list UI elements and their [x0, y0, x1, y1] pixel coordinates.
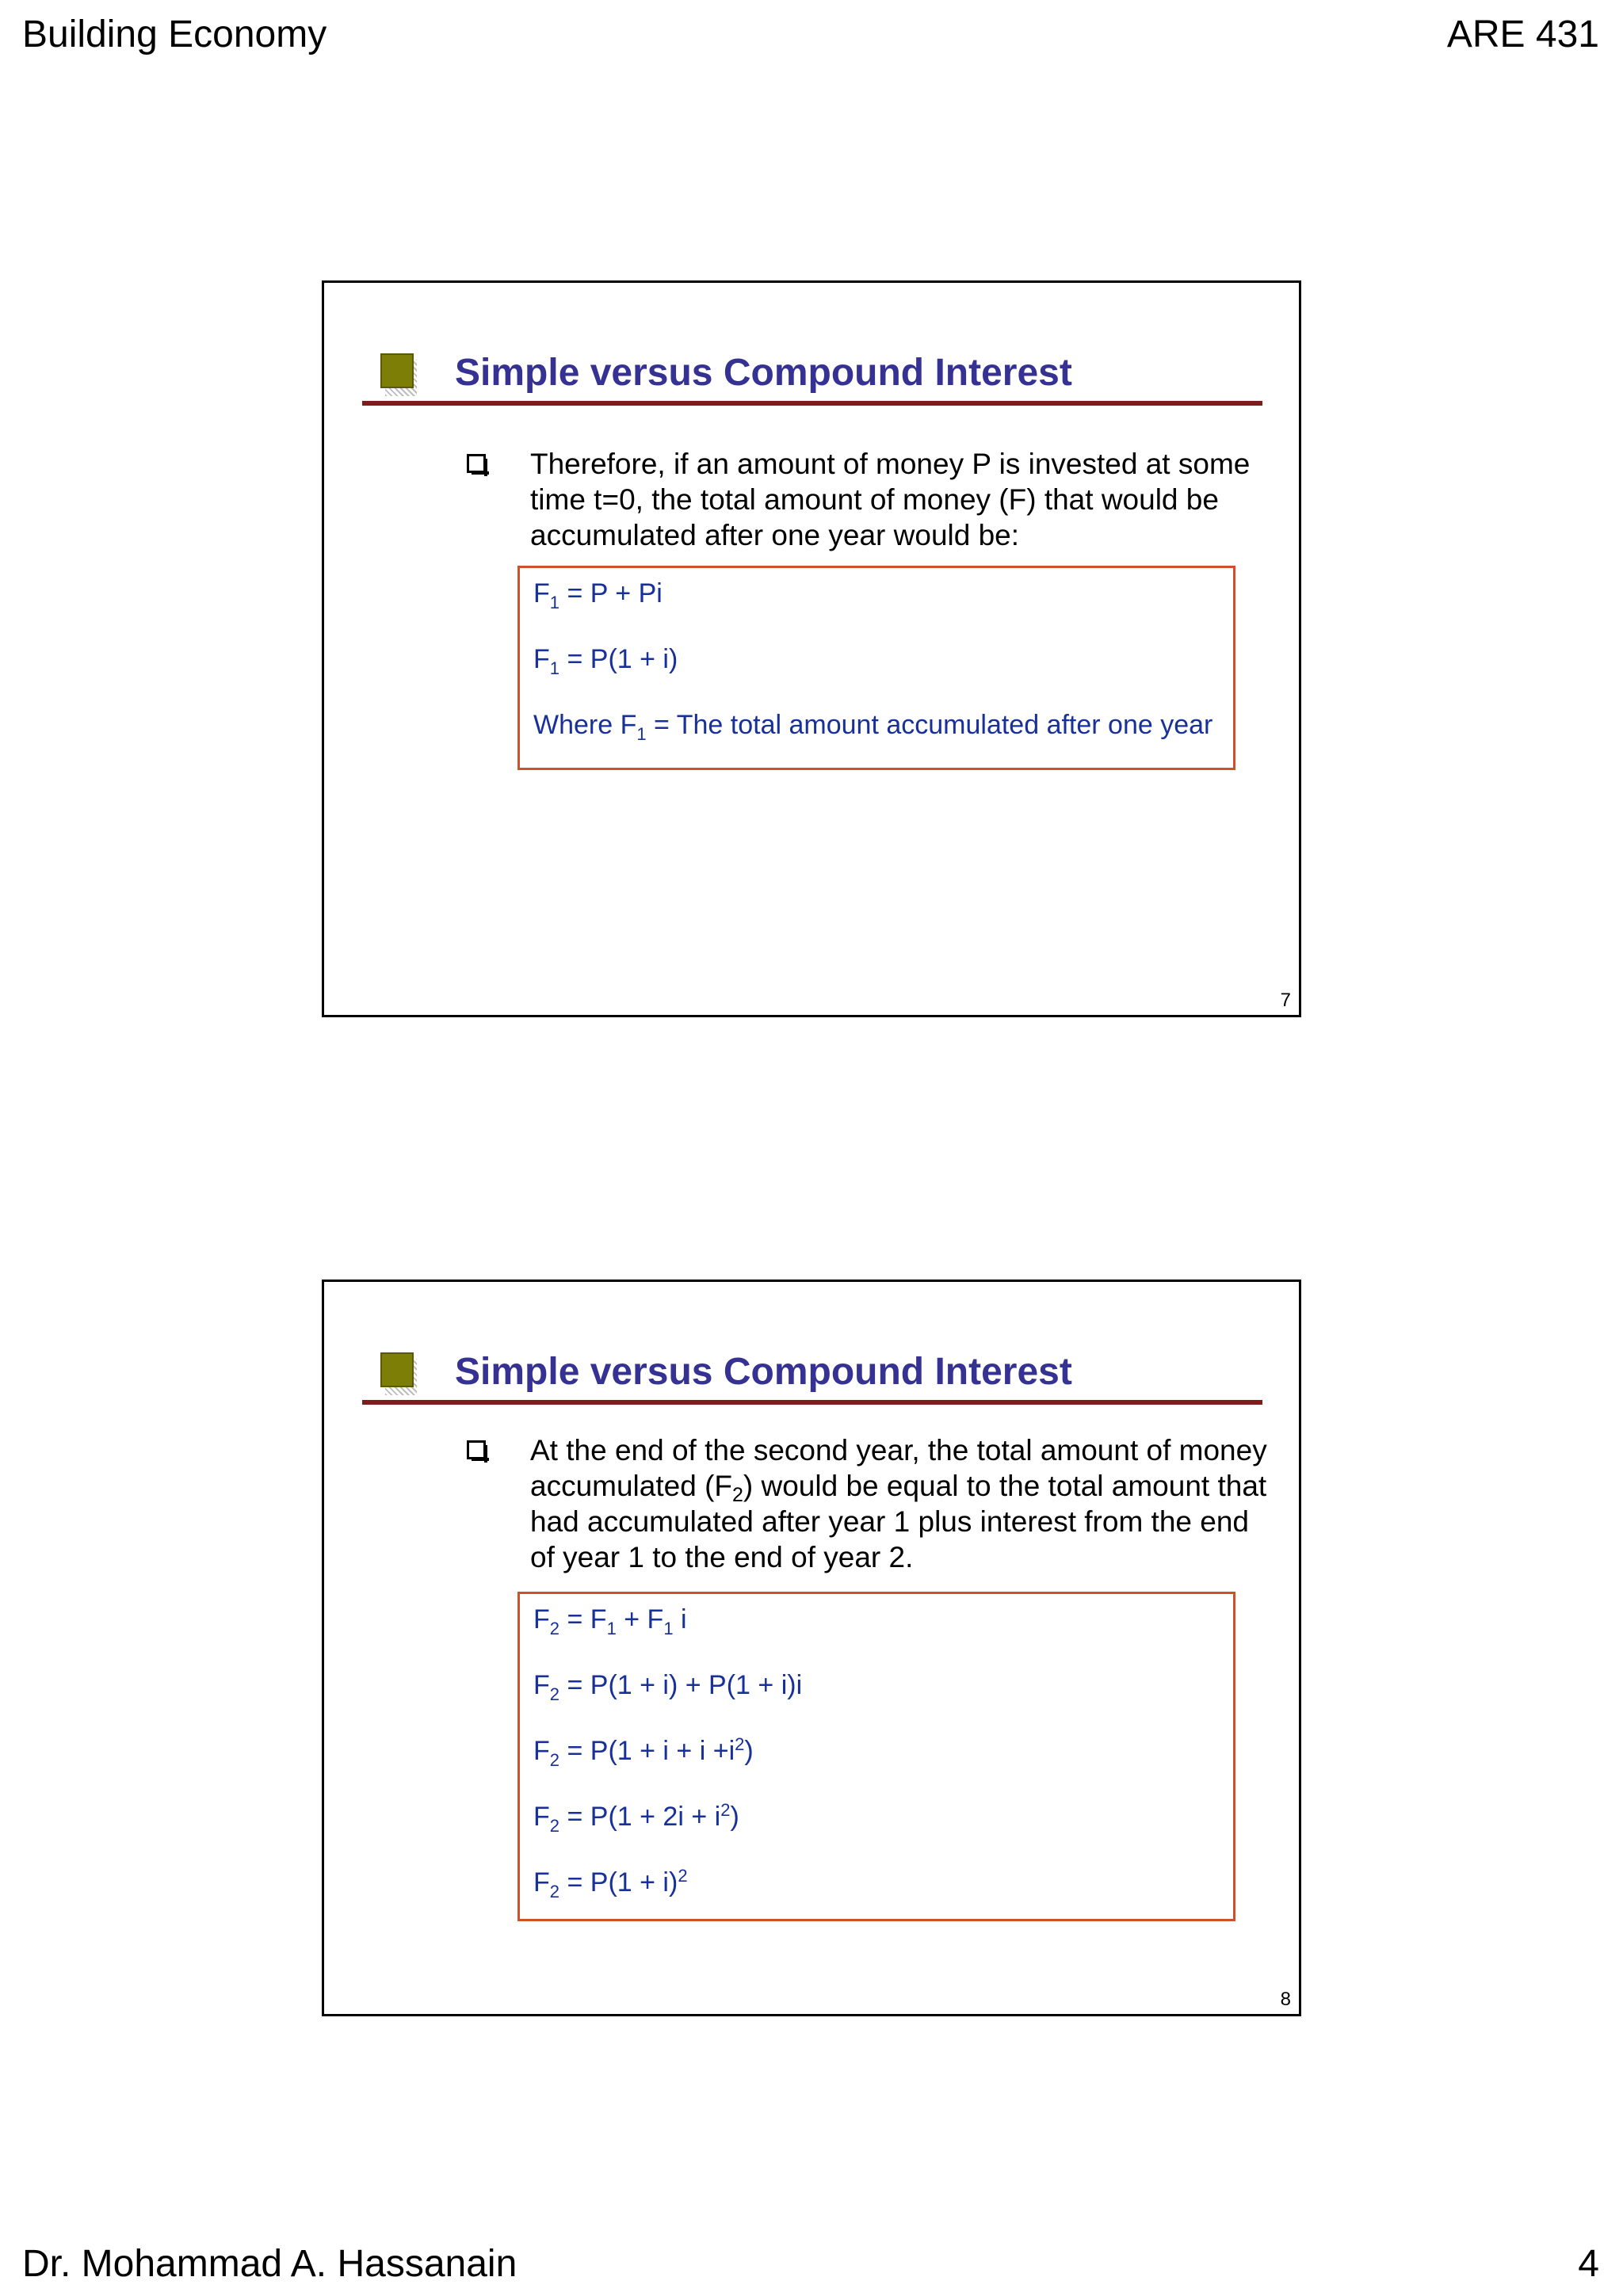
- title-marker-icon: [380, 1352, 416, 1395]
- formula-box: [517, 566, 1235, 770]
- page-header-course-name: Building Economy: [22, 13, 327, 55]
- title-marker-icon: [380, 353, 416, 396]
- title-divider: [362, 1400, 1262, 1405]
- bullet-text: At the end of the second year, the total amount of money accumulated $(F_2)$ would be equal to the total amount that had accumulated after year 1 plus interest from the end of year 1 to the end of year 2.: [530, 1434, 1267, 1573]
- slide-title: Simple versus Compound Interest: [455, 1351, 1072, 1393]
- formula-line: Where $F_1$ = The total amount accumulated after one year: [533, 710, 1213, 744]
- formula-line: $F_2 = P(1 + 2i + i^2)$: [533, 1800, 739, 1836]
- page-header-course-code: ARE 431: [1446, 13, 1599, 55]
- slide-number: 7: [1280, 990, 1291, 1011]
- title-divider: [362, 401, 1262, 406]
- page-number: 4: [1578, 2243, 1599, 2285]
- page-footer-author: Dr. Mohammad A. Hassanain: [22, 2243, 517, 2285]
- formula-line: $F_2 = P(1 + i + i +i^2)$: [533, 1734, 754, 1770]
- checkbox-bullet-icon: [467, 1440, 486, 1459]
- formula-line: $F_2 = P(1 + i) + P(1 + i)i$: [533, 1670, 803, 1704]
- formula-line: $F_2 = P(1 + i)^2$: [533, 1866, 688, 1901]
- formula-box: [517, 1592, 1235, 1921]
- slide-8: [322, 1280, 1301, 2016]
- formula-line: $F_1 = P + Pi$: [533, 578, 663, 612]
- checkbox-bullet-icon: [467, 454, 486, 473]
- formula-line: $F_1 = P(1 + i)$: [533, 644, 678, 678]
- formula-line: $F_2 = F_1 + F_1$ i: [533, 1604, 687, 1638]
- slide-title: Simple versus Compound Interest: [455, 352, 1072, 394]
- slide-7: [322, 280, 1301, 1017]
- bullet-text: Therefore, if an amount of money P is invested at some time t=0, the total amount of money (F) that would be accumulated after one year would be:: [530, 448, 1251, 551]
- slide-number: 8: [1280, 1989, 1291, 2010]
